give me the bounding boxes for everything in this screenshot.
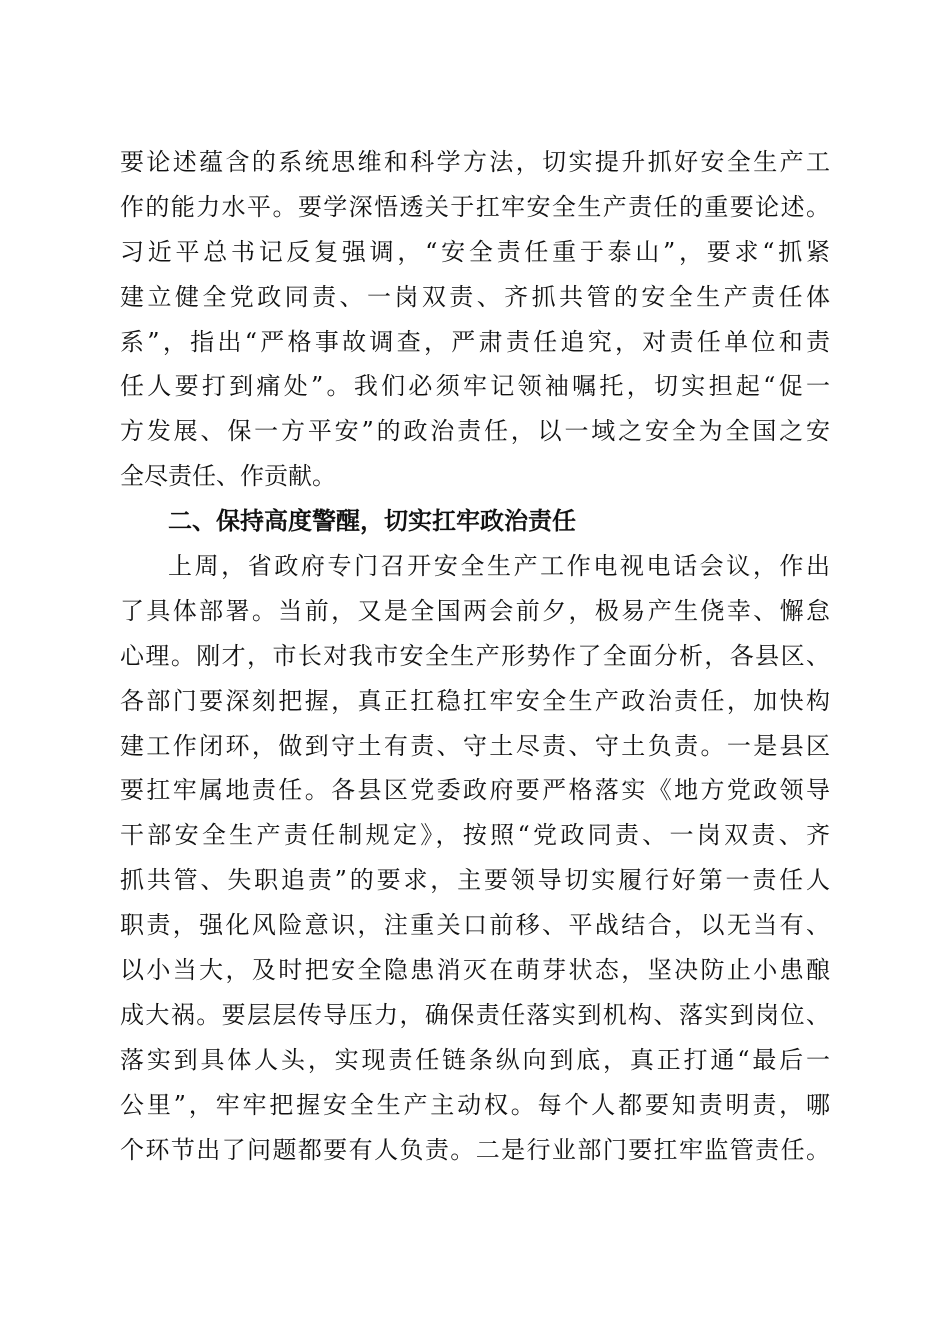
text-line: 要扛牢属地责任。各县区党委政府要严格落实《地方党政领导 <box>120 776 830 805</box>
text-line: 任人要打到痛处”。我们必须牢记领袖嘱托，切实担起“促一 <box>120 372 830 401</box>
text-line: 上周，省政府专门召开安全生产工作电视电话会议，作出 <box>168 552 830 581</box>
text-line: 建工作闭环，做到守土有责、守土尽责、守土负责。一是县区 <box>120 731 830 760</box>
text-line: 个环节出了问题都要有人负责。二是行业部门要扛牢监管责任。 <box>120 1135 830 1164</box>
text-line: 建立健全党政同责、一岗双责、齐抓共管的安全生产责任体 <box>120 282 830 311</box>
text-line: 要论述蕴含的系统思维和科学方法，切实提升抓好安全生产工 <box>120 148 830 176</box>
text-line: 抓共管、失职追责”的要求，主要领导切实履行好第一责任人 <box>120 866 830 895</box>
section-heading: 二、保持高度警醒，切实扛牢政治责任 <box>168 507 576 536</box>
paragraph-political-responsibility <box>120 544 830 1172</box>
text-line: 成大祸。要层层传导压力，确保责任落实到机构、落实到岗位、 <box>120 1000 830 1029</box>
text-line: 方发展、保一方平安”的政治责任，以一域之安全为全国之安 <box>120 417 830 446</box>
text-line: 了具体部署。当前，又是全国两会前夕，极易产生侥幸、懈怠 <box>120 596 830 625</box>
text-line: 全尽责任、作贡献。 <box>120 462 336 491</box>
text-line: 心理。刚才，市长对我市安全生产形势作了全面分析，各县区、 <box>120 641 830 670</box>
text-line: 系”，指出“严格事故调查，严肃责任追究，对责任单位和责 <box>120 327 830 356</box>
text-line: 公里”，牢牢把握安全生产主动权。每个人都要知责明责，哪 <box>120 1090 830 1119</box>
text-line: 习近平总书记反复强调，“安全责任重于泰山”，要求“抓紧 <box>120 237 830 266</box>
document-body <box>120 140 830 1172</box>
text-line: 以小当大，及时把安全隐患消灭在萌芽状态，坚决防止小患酿 <box>120 956 830 985</box>
text-line: 作的能力水平。要学深悟透关于扛牢安全生产责任的重要论述。 <box>120 192 830 221</box>
text-line: 干部安全生产责任制规定》，按照“党政同责、一岗双责、齐 <box>120 821 830 850</box>
text-line: 职责，强化风险意识，注重关口前移、平战结合，以无当有、 <box>120 911 830 940</box>
paragraph-safety-responsibility <box>120 140 830 499</box>
text-line: 各部门要深刻把握，真正扛稳扛牢安全生产政治责任，加快构 <box>120 686 830 715</box>
text-line: 落实到具体人头，实现责任链条纵向到底，真正打通“最后一 <box>120 1045 830 1074</box>
